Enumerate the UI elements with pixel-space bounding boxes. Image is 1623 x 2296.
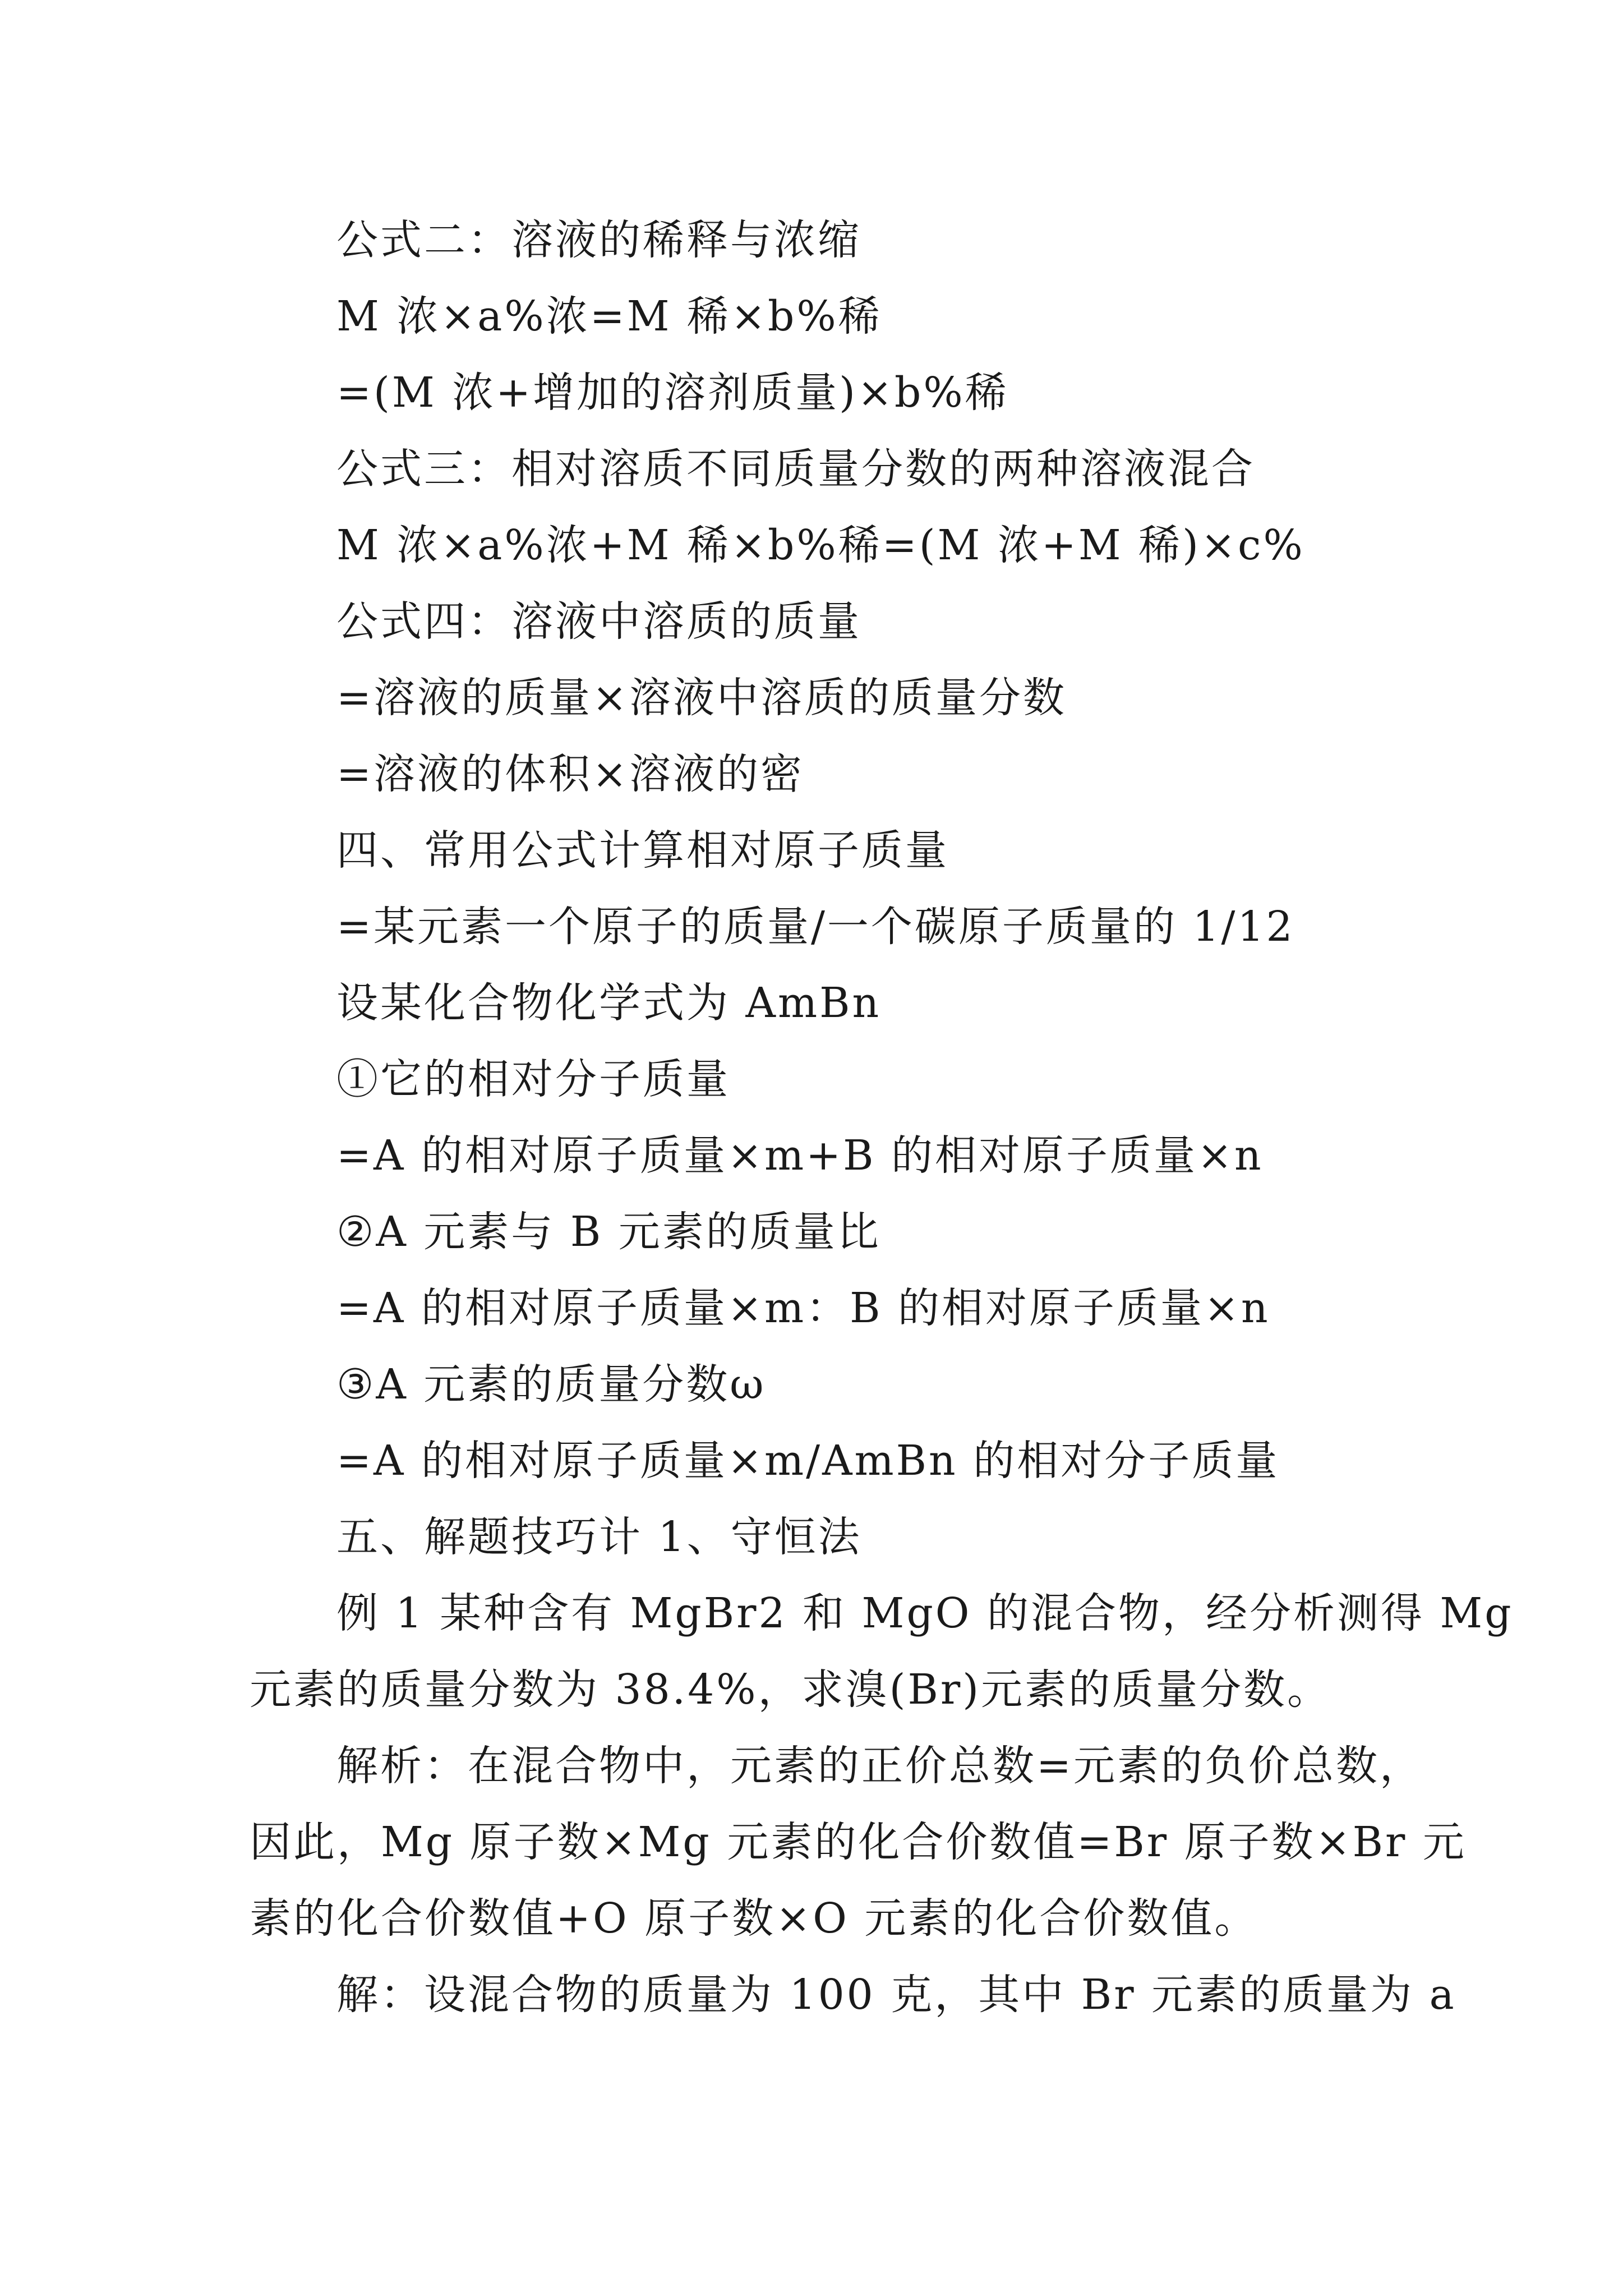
compound-formula-intro: 设某化合物化学式为 AmBn [336,979,882,1027]
item-3-heading: ③A 元素的质量分数ω [336,1360,766,1409]
section-four-heading: 四、常用公式计算相对原子质量 [336,826,949,875]
formula-two-heading: 公式二：溶液的稀释与浓缩 [336,216,861,264]
formula-four-heading: 公式四：溶液中溶质的质量 [336,597,861,646]
solution-line-1: 解：设混合物的质量为 100 克，其中 Br 元素的质量为 a [336,1971,1456,2019]
atomic-mass-formula: =某元素一个原子的质量/一个碳原子质量的 1/12 [336,903,1295,951]
formula-two-line-1: M 浓×a%浓=M 稀×b%稀 [336,292,882,341]
formula-three-line-1: M 浓×a%浓+M 稀×b%稀=(M 浓+M 稀)×c% [336,521,1305,569]
formula-four-line-1: =溶液的质量×溶液中溶质的质量分数 [336,674,1067,722]
item-3-formula: =A 的相对原子质量×m/AmBn 的相对分子质量 [336,1437,1280,1485]
analysis-line-3: 素的化合价数值+O 原子数×O 元素的化合价数值。 [250,1894,1258,1943]
example-1-line-2: 元素的质量分数为 38.4%，求溴(Br)元素的质量分数。 [250,1665,1331,1714]
item-1-heading: ①它的相对分子质量 [336,1055,730,1103]
analysis-line-2: 因此，Mg 原子数×Mg 元素的化合价数值=Br 原子数×Br 元 [250,1818,1467,1866]
item-2-heading: ②A 元素与 B 元素的质量比 [336,1208,881,1256]
formula-two-line-2: =(M 浓+增加的溶剂质量)×b%稀 [336,369,1009,417]
item-1-formula: =A 的相对原子质量×m+B 的相对原子质量×n [336,1131,1264,1180]
formula-three-heading: 公式三：相对溶质不同质量分数的两种溶液混合 [336,445,1255,493]
formula-four-line-2: =溶液的体积×溶液的密 [336,750,805,798]
example-1-line-1: 例 1 某种含有 MgBr2 和 MgO 的混合物，经分析测得 Mg [336,1589,1514,1637]
section-five-heading: 五、解题技巧计 1、守恒法 [336,1513,862,1561]
item-2-formula: =A 的相对原子质量×m：B 的相对原子质量×n [336,1284,1270,1332]
analysis-line-1: 解析：在混合物中，元素的正价总数=元素的负价总数， [336,1742,1424,1790]
